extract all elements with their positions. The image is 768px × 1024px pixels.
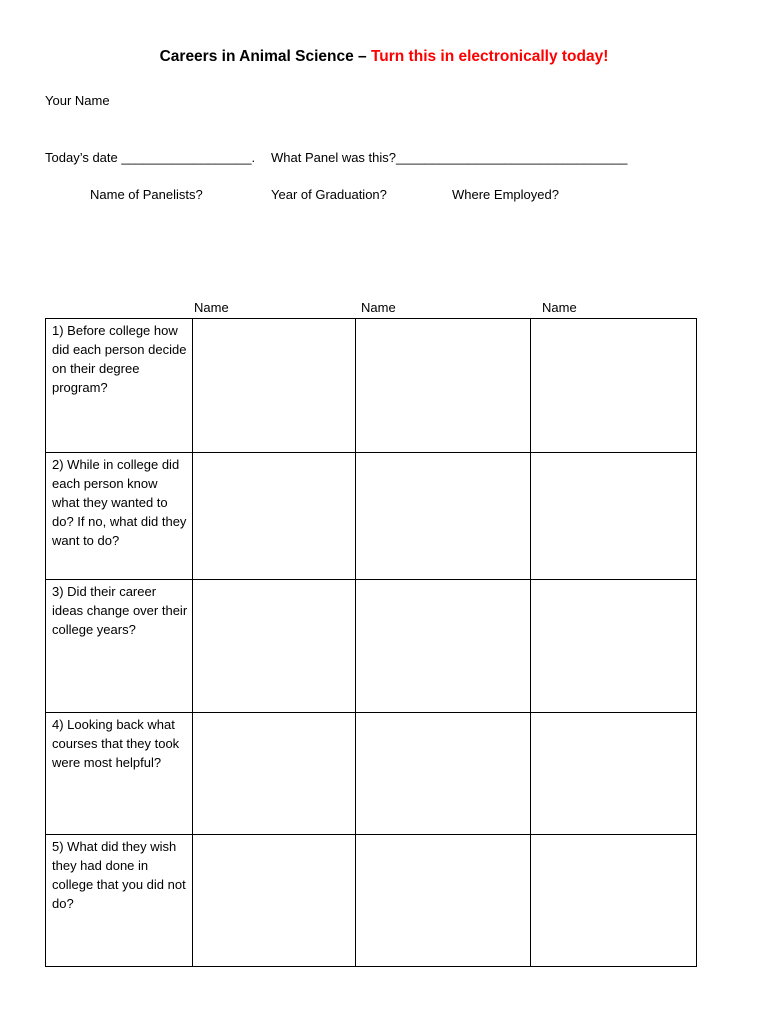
- your-name-label: Your Name: [45, 93, 110, 108]
- column-header-name-2: Name: [361, 300, 396, 315]
- question-cell: 1) Before college how did each person decide on their degree program?: [46, 319, 193, 453]
- todays-date-label: Today’s date __________________.: [45, 150, 256, 165]
- panel-label: What Panel was this?________________________________: [271, 150, 628, 165]
- title-accent: Turn this in electronically today!: [370, 48, 609, 65]
- table-row: [46, 580, 697, 713]
- answer-cell[interactable]: [356, 453, 531, 580]
- answer-cell[interactable]: [193, 453, 356, 580]
- question-cell: 3) Did their career ideas change over their college years?: [46, 580, 193, 713]
- answer-cell[interactable]: [531, 580, 697, 713]
- answer-cell[interactable]: [193, 319, 356, 453]
- column-header-name-1: Name: [194, 300, 229, 315]
- answer-cell[interactable]: [531, 319, 697, 453]
- answer-cell[interactable]: [531, 453, 697, 580]
- table-row: [46, 713, 697, 835]
- answer-cell[interactable]: [531, 713, 697, 835]
- answer-cell[interactable]: [356, 580, 531, 713]
- answer-cell[interactable]: [193, 713, 356, 835]
- panelists-label: Name of Panelists?: [90, 187, 203, 202]
- answer-cell[interactable]: [193, 580, 356, 713]
- column-header-name-3: Name: [542, 300, 577, 315]
- table-row: [46, 319, 697, 453]
- table-row: [46, 453, 697, 580]
- title-main: Careers in Animal Science –: [159, 48, 371, 65]
- answer-cell[interactable]: [531, 835, 697, 967]
- survey-table: [45, 318, 697, 967]
- question-cell: 5) What did they wish they had done in college that you did not do?: [46, 835, 193, 967]
- answer-cell[interactable]: [193, 835, 356, 967]
- page-title: [0, 48, 768, 66]
- table-row: [46, 835, 697, 967]
- employed-label: Where Employed?: [452, 187, 559, 202]
- question-cell: 2) While in college did each person know what they wanted to do? If no, what did they want to do?: [46, 453, 193, 580]
- graduation-label: Year of Graduation?: [271, 187, 387, 202]
- answer-cell[interactable]: [356, 835, 531, 967]
- answer-cell[interactable]: [356, 319, 531, 453]
- answer-cell[interactable]: [356, 713, 531, 835]
- question-cell: 4) Looking back what courses that they took were most helpful?: [46, 713, 193, 835]
